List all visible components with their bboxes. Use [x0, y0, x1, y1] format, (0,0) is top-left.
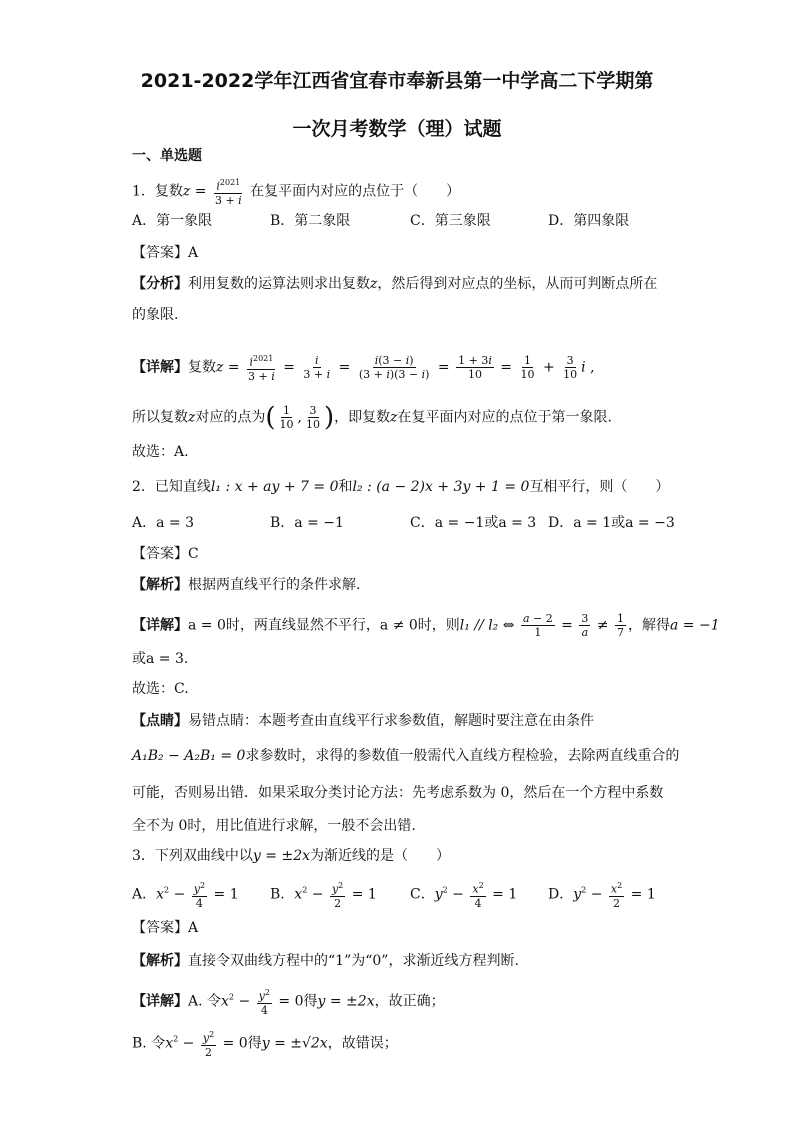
q2-choose: 故选：C. — [132, 681, 189, 697]
q2-note-line4: 全不为 0时，用比值进行求解，一般不会出错. — [132, 818, 416, 834]
title-line-1: 2021-2022学年江西省宜春市奉新县第一中学高二下学期第 — [140, 70, 654, 92]
title-line-2: 一次月考数学（理）试题 — [292, 118, 502, 140]
q3-option-b: B．$x^2$ − $\frac{y^2}{2}$ = 1 — [270, 881, 377, 910]
q1-fraction: $\frac{i^{2021}}{3 + i}$ — [214, 178, 242, 207]
q2-option-b: B．a = −1 — [270, 515, 344, 531]
q2-note: 【点睛】易错点睛：本题考查由直线平行求参数值，解题时要注意在由条件 — [132, 713, 594, 729]
q2-option-d: D．a = 1或a = −3 — [548, 515, 675, 531]
q1-option-a: A．第一象限 — [132, 213, 213, 229]
q1-option-d: D．第四象限 — [548, 213, 630, 229]
q3-detail-a: 【详解】A. 令$x^2$ − $\frac{y^2}{4}$ = 0得y = ±2x，故正确； — [132, 988, 445, 1017]
q1-analysis-line2: 的象限. — [132, 307, 179, 323]
q2-detail: 【详解】a = 0时，两直线显然不平行，a ≠ 0时，则l₁ // l₂ ⇔ $\frac{a - 2}{1}$ = $\frac{3}{a}$ ≠ $\frac{1}{7}$ ，解得a = −1 — [132, 612, 720, 639]
q1-choose: 故选：A. — [132, 444, 189, 460]
q2-answer: 【答案】C — [132, 546, 199, 562]
q2-note-line3: 可能，否则易出错．如果采取分类讨论方法：先考虑系数为 0，然后在一个方程中系数 — [132, 785, 664, 801]
q3-option-c: C．$y^2$ − $\frac{x^2}{4}$ = 1 — [410, 881, 518, 910]
q2-jiexi: 【解析】根据两直线平行的条件求解. — [132, 577, 361, 593]
q1-option-b: B．第二象限 — [270, 213, 351, 229]
q2-option-c: C．a = −1或a = 3 — [410, 515, 537, 531]
q1-conclusion: 所以复数z对应的点为( $\frac{1}{10}$ , $\frac{3}{10}$ )，即复数z在复平面内对应的点位于第一象限. — [132, 402, 612, 433]
q1-answer: 【答案】A — [132, 245, 199, 261]
q3-option-d: D．$y^2$ − $\frac{x^2}{2}$ = 1 — [548, 881, 656, 910]
q3-answer: 【答案】A — [132, 920, 199, 936]
q3-jiexi: 【解析】直接令双曲线方程中的“1”为“0”，求渐近线方程判断. — [132, 953, 519, 969]
q3-detail-b: B. 令$x^2$ − $\frac{y^2}{2}$ = 0得y = ±√2x，故错误； — [132, 1030, 398, 1059]
q1-option-c: C．第三象限 — [410, 213, 491, 229]
q2-note-line2: A₁B₂ − A₂B₁ = 0求参数时，求得的参数值一般需代入直线方程检验，去除两直线重合的 — [132, 748, 680, 764]
section-heading: 一、单选题 — [132, 148, 202, 164]
q1-stem: 1．复数z = $\frac{i^{2021}}{3 + i}$ 在复平面内对应的点位于（ ） — [132, 178, 461, 207]
q2-option-a: A．a = 3 — [132, 515, 194, 531]
q1-detail: 【详解】复数z = $\frac{i^{2021}}{3 + i}$ = $\frac{i}{3 + i}$ = $\frac{i(3 - i)}{(3 + i)(3 - i)}$ = $\frac{1 + 3i}{10}$ = $\frac{1}{10}$ + $\frac{3}{10}$ i , — [132, 353, 595, 383]
q2-detail-line2: 或a = 3. — [132, 651, 189, 667]
q3-option-a: A．$x^2$ − $\frac{y^2}{4}$ = 1 — [132, 881, 239, 910]
q1-analysis: 【分析】利用复数的运算法则求出复数z，然后得到对应点的坐标，从而可判断点所在 — [132, 276, 658, 292]
q3-stem: 3．下列双曲线中以y = ±2x为渐近线的是（ ） — [132, 848, 450, 864]
q2-stem: 2．已知直线l₁ : x + ay + 7 = 0和l₂ : (a − 2)x + 3y + 1 = 0互相平行，则（ ） — [132, 479, 670, 495]
